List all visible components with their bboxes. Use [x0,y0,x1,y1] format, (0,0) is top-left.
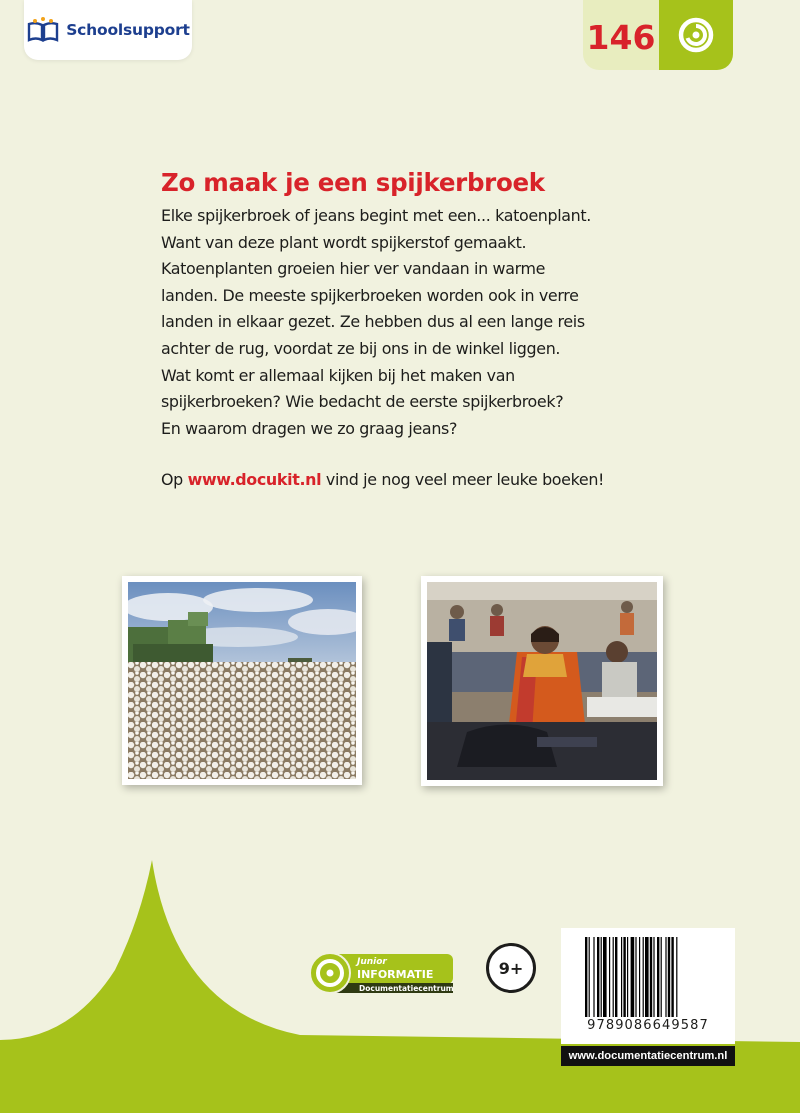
barcode [561,928,735,1044]
description-line: spijkerbroeken? Wie bedacht de eerste spijkerbroek? [161,392,564,412]
promo-text [161,467,604,493]
series-number: 146 [583,0,659,70]
description-line: Want van deze plant wordt spijkerstof gemaakt. [161,232,527,252]
schoolsupport-logo[interactable] [24,0,192,60]
description-line: En waarom dragen we zo graag jeans? [161,418,458,438]
description [161,203,661,442]
barcode-bars [585,937,711,1017]
brand-name: Schoolsupport [66,21,190,39]
series-logo-line3: Documentatiecentrum [359,984,454,993]
description-line: achter de rug, voordat ze bij ons in de winkel liggen. [161,338,561,358]
description-line: landen. De meeste spijkerbroeken worden ook in verre [161,285,579,305]
publisher-url[interactable]: www.documentatiecentrum.nl [561,1046,735,1066]
factory-photo [421,576,663,786]
description-line: Katoenplanten groeien hier ver vandaan in warme [161,259,546,279]
description-line: Wat komt er allemaal kijken bij het maken van [161,365,515,385]
promo-prefix: Op [161,470,188,489]
isbn-number: 9789086649587 [587,1018,709,1033]
series-number-tab [583,0,733,70]
page-title: Zo maak je een spijkerbroek [161,168,545,197]
series-logo-line1: Junior [357,957,387,967]
series-logo-line2: INFORMATIE [357,968,434,981]
book-icon [26,16,60,44]
description-line: landen in elkaar gezet. Ze hebben dus al een lange reis [161,312,585,332]
docukit-link[interactable]: www.docukit.nl [187,470,322,489]
description-line: Elke spijkerbroek of jeans begint met een... katoenplant. [161,206,591,225]
cotton-field-photo [122,576,362,785]
swirl-icon [659,0,733,70]
junior-informatie-logo [307,950,455,996]
promo-suffix: vind je nog veel meer leuke boeken! [321,470,605,489]
age-badge: 9+ [486,943,536,993]
